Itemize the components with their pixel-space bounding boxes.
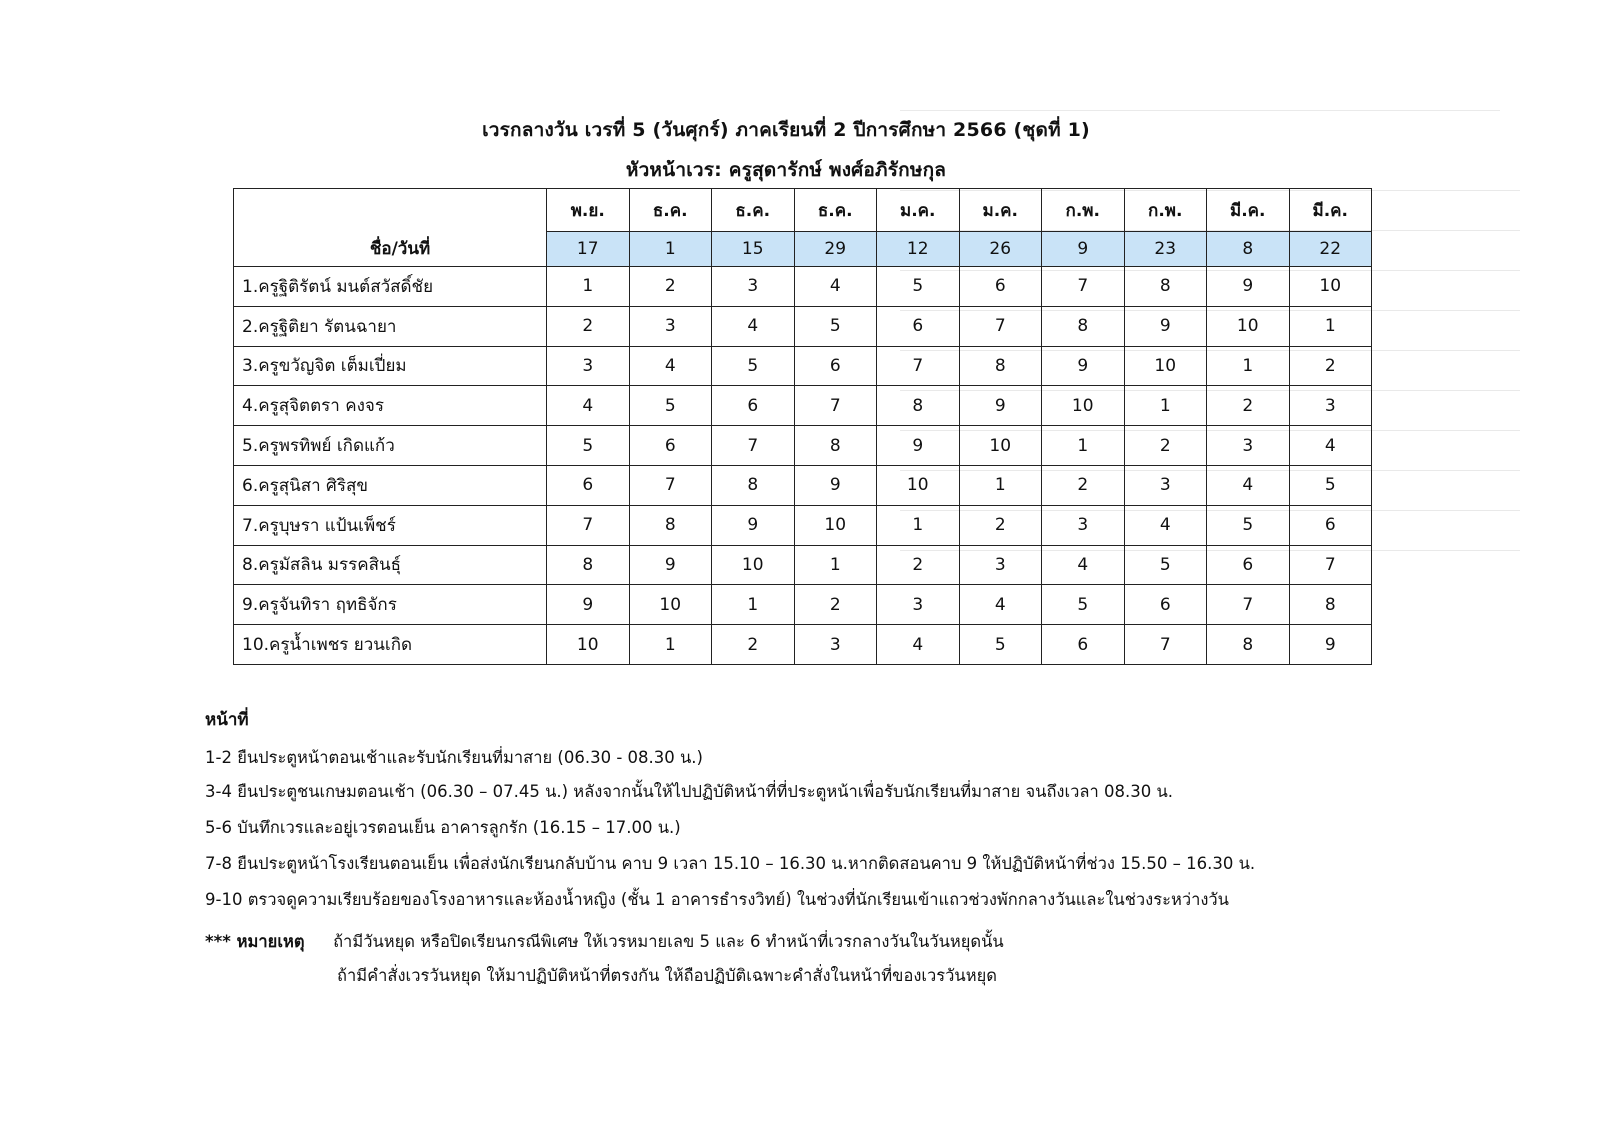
teacher-name: 6.ครูสุนิสา ศิริสุข <box>234 465 547 505</box>
duty-item: 3-4 ยืนประตูชนเกษมตอนเช้า (06.30 – 07.45 น.) หลังจากนั้นให้ไปปฏิบัติหน้าที่ที่ประตูหน้าเพื่อรับนักเรียนที่มาสาย จนถึงเวลา 08.30 น. <box>205 782 1174 801</box>
duty-number: 3 <box>1042 505 1125 545</box>
duty-number: 10 <box>1207 306 1290 346</box>
duty-number: 6 <box>629 426 712 466</box>
date-cell: 8 <box>1207 232 1290 267</box>
date-cell: 22 <box>1289 232 1372 267</box>
duty-number: 10 <box>1042 386 1125 426</box>
teacher-row <box>234 306 1372 346</box>
duty-number: 1 <box>547 267 630 307</box>
duty-number: 6 <box>959 267 1042 307</box>
duty-number: 1 <box>794 545 877 585</box>
duty-number: 9 <box>1207 267 1290 307</box>
teacher-row <box>234 505 1372 545</box>
duty-number: 8 <box>547 545 630 585</box>
month-cell: ก.พ. <box>1124 189 1207 232</box>
duty-number: 3 <box>959 545 1042 585</box>
duty-number: 10 <box>1124 346 1207 386</box>
month-cell: ม.ค. <box>959 189 1042 232</box>
duty-number: 7 <box>712 426 795 466</box>
teacher-row <box>234 585 1372 625</box>
duty-number: 8 <box>1042 306 1125 346</box>
duty-number: 2 <box>1207 386 1290 426</box>
month-cell: ธ.ค. <box>629 189 712 232</box>
duty-number: 5 <box>959 625 1042 665</box>
duty-number: 2 <box>794 585 877 625</box>
duty-number: 9 <box>794 465 877 505</box>
duty-number: 8 <box>1207 625 1290 665</box>
note-label: *** หมายเหตุ <box>205 932 305 951</box>
duty-number: 3 <box>1124 465 1207 505</box>
duty-number: 5 <box>1289 465 1372 505</box>
duty-number: 6 <box>1207 545 1290 585</box>
teacher-name: 5.ครูพรทิพย์ เกิดแก้ว <box>234 426 547 466</box>
duty-number: 9 <box>877 426 960 466</box>
duty-number: 6 <box>1042 625 1125 665</box>
teacher-name: 4.ครูสุจิตตรา คงจร <box>234 386 547 426</box>
duty-number: 8 <box>877 386 960 426</box>
duty-number: 9 <box>1289 625 1372 665</box>
month-cell: พ.ย. <box>547 189 630 232</box>
duty-number: 5 <box>1124 545 1207 585</box>
teacher-row <box>234 267 1372 307</box>
duty-number: 2 <box>1124 426 1207 466</box>
duty-number: 4 <box>1042 545 1125 585</box>
duty-number: 4 <box>1289 426 1372 466</box>
duty-number: 9 <box>1124 306 1207 346</box>
duty-number: 7 <box>794 386 877 426</box>
note-line <box>205 934 1004 951</box>
duty-number: 10 <box>629 585 712 625</box>
month-cell: มี.ค. <box>1207 189 1290 232</box>
duty-number: 4 <box>712 306 795 346</box>
duty-number: 9 <box>1042 346 1125 386</box>
duty-number: 10 <box>1289 267 1372 307</box>
duty-number: 3 <box>1207 426 1290 466</box>
duty-number: 3 <box>794 625 877 665</box>
duty-number: 10 <box>794 505 877 545</box>
duty-number: 6 <box>794 346 877 386</box>
month-cell: มี.ค. <box>1289 189 1372 232</box>
duty-number: 4 <box>1124 505 1207 545</box>
duty-item: 7-8 ยืนประตูหน้าโรงเรียนตอนเย็น เพื่อส่งนักเรียนกลับบ้าน คาบ 9 เวลา 15.10 – 16.30 น.หากติดสอนคาบ 9 ให้ปฏิบัติหน้าที่ช่วง 15.50 – 16.30 น. <box>205 854 1256 873</box>
teacher-row <box>234 465 1372 505</box>
month-cell: ธ.ค. <box>794 189 877 232</box>
duty-number: 8 <box>1289 585 1372 625</box>
duty-number: 5 <box>1207 505 1290 545</box>
teacher-name: 10.ครูน้ำเพชร ยวนเกิด <box>234 625 547 665</box>
date-cell: 1 <box>629 232 712 267</box>
duty-number: 1 <box>1124 386 1207 426</box>
name-date-header: ชื่อ/วันที่ <box>234 189 547 267</box>
date-cell: 12 <box>877 232 960 267</box>
duty-number: 1 <box>712 585 795 625</box>
date-cell: 26 <box>959 232 1042 267</box>
duty-number: 5 <box>794 306 877 346</box>
duty-number: 3 <box>1289 386 1372 426</box>
duty-number: 7 <box>629 465 712 505</box>
duty-number: 10 <box>547 625 630 665</box>
duty-number: 5 <box>1042 585 1125 625</box>
duty-number: 1 <box>629 625 712 665</box>
duty-number: 7 <box>1042 267 1125 307</box>
duty-number: 7 <box>1289 545 1372 585</box>
duty-number: 6 <box>1124 585 1207 625</box>
duty-number: 2 <box>712 625 795 665</box>
duty-number: 9 <box>629 545 712 585</box>
duty-number: 3 <box>547 346 630 386</box>
duty-number: 7 <box>877 346 960 386</box>
duty-number: 7 <box>959 306 1042 346</box>
duty-number: 10 <box>877 465 960 505</box>
duty-item: 1-2 ยืนประตูหน้าตอนเช้าและรับนักเรียนที่มาสาย (06.30 - 08.30 น.) <box>205 748 703 767</box>
duty-number: 8 <box>1124 267 1207 307</box>
duty-head-label: หัวหน้าเวร: ครูสุดารักษ์ พงศ์อภิรักษกุล <box>625 159 947 181</box>
duties-heading: หน้าที่ <box>205 710 249 730</box>
duty-number: 8 <box>794 426 877 466</box>
month-cell: ม.ค. <box>877 189 960 232</box>
duty-number: 6 <box>1289 505 1372 545</box>
teacher-row <box>234 426 1372 466</box>
duty-number: 10 <box>712 545 795 585</box>
teacher-name: 9.ครูจันทิรา ฤทธิจักร <box>234 585 547 625</box>
duty-number: 1 <box>877 505 960 545</box>
duty-number: 4 <box>794 267 877 307</box>
month-cell: ธ.ค. <box>712 189 795 232</box>
duty-number: 1 <box>1289 306 1372 346</box>
duty-number: 4 <box>959 585 1042 625</box>
teacher-name: 2.ครูฐิติยา รัตนฉายา <box>234 306 547 346</box>
duty-number: 1 <box>959 465 1042 505</box>
duty-number: 4 <box>629 346 712 386</box>
date-cell: 9 <box>1042 232 1125 267</box>
duty-number: 7 <box>1207 585 1290 625</box>
duty-number: 6 <box>877 306 960 346</box>
duty-number: 6 <box>712 386 795 426</box>
teacher-name: 1.ครูฐิติรัตน์ มนต์สวัสดิ์ชัย <box>234 267 547 307</box>
duty-number: 3 <box>877 585 960 625</box>
duty-number: 5 <box>712 346 795 386</box>
duty-number: 9 <box>547 585 630 625</box>
document-title: เวรกลางวัน เวรที่ 5 (วันศุกร์) ภาคเรียนที่ 2 ปีการศึกษา 2566 (ชุดที่ 1) <box>482 119 1090 141</box>
duty-item: 5-6 บันทึกเวรและอยู่เวรตอนเย็น อาคารลูกรัก (16.15 – 17.00 น.) <box>205 818 681 837</box>
duty-number: 8 <box>712 465 795 505</box>
duty-number: 9 <box>959 386 1042 426</box>
duty-number: 5 <box>629 386 712 426</box>
duty-number: 8 <box>959 346 1042 386</box>
teacher-name: 7.ครูบุษรา แป้นเพ็ชร์ <box>234 505 547 545</box>
date-cell: 15 <box>712 232 795 267</box>
duty-number: 5 <box>877 267 960 307</box>
duty-number: 8 <box>629 505 712 545</box>
duty-number: 10 <box>959 426 1042 466</box>
duty-item: 9-10 ตรวจดูความเรียบร้อยของโรงอาหารและห้องน้ำหญิง (ชั้น 1 อาคารธำรงวิทย์) ในช่วงที่นักเรียนเข้าแถวช่วงพักกลางวันและในช่วงระหว่างวัน <box>205 890 1229 909</box>
month-header-row <box>234 189 1372 232</box>
teacher-row <box>234 346 1372 386</box>
duty-number: 2 <box>1289 346 1372 386</box>
month-cell: ก.พ. <box>1042 189 1125 232</box>
date-cell: 23 <box>1124 232 1207 267</box>
note-text-1: ถ้ามีวันหยุด หรือปิดเรียนกรณีพิเศษ ให้เวรหมายเลข 5 และ 6 ทำหน้าที่เวรกลางวันในวันหยุดนั้น <box>333 932 1004 951</box>
note-text-2: ถ้ามีคำสั่งเวรวันหยุด ให้มาปฏิบัติหน้าที่ตรงกัน ให้ถือปฏิบัติเฉพาะคำสั่งในหน้าที่ของเวรวันหยุด <box>337 966 997 985</box>
teacher-name: 3.ครูขวัญจิต เต็มเปี่ยม <box>234 346 547 386</box>
duty-number: 1 <box>1042 426 1125 466</box>
date-cell: 17 <box>547 232 630 267</box>
duty-schedule-table <box>233 188 1372 665</box>
duty-number: 7 <box>1124 625 1207 665</box>
teacher-row <box>234 386 1372 426</box>
teacher-rows <box>234 267 1372 665</box>
duty-number: 1 <box>1207 346 1290 386</box>
teacher-row <box>234 625 1372 665</box>
duty-number: 9 <box>712 505 795 545</box>
teacher-name: 8.ครูมัสลิน มรรคสินธุ์ <box>234 545 547 585</box>
duty-number: 4 <box>877 625 960 665</box>
date-cell: 29 <box>794 232 877 267</box>
duty-number: 2 <box>547 306 630 346</box>
duty-number: 5 <box>547 426 630 466</box>
duty-number: 3 <box>712 267 795 307</box>
duty-number: 2 <box>877 545 960 585</box>
teacher-row <box>234 545 1372 585</box>
duty-number: 4 <box>547 386 630 426</box>
duty-number: 2 <box>1042 465 1125 505</box>
duty-number: 7 <box>547 505 630 545</box>
duty-number: 2 <box>959 505 1042 545</box>
duty-number: 3 <box>629 306 712 346</box>
duty-number: 4 <box>1207 465 1290 505</box>
duty-number: 6 <box>547 465 630 505</box>
duty-number: 2 <box>629 267 712 307</box>
